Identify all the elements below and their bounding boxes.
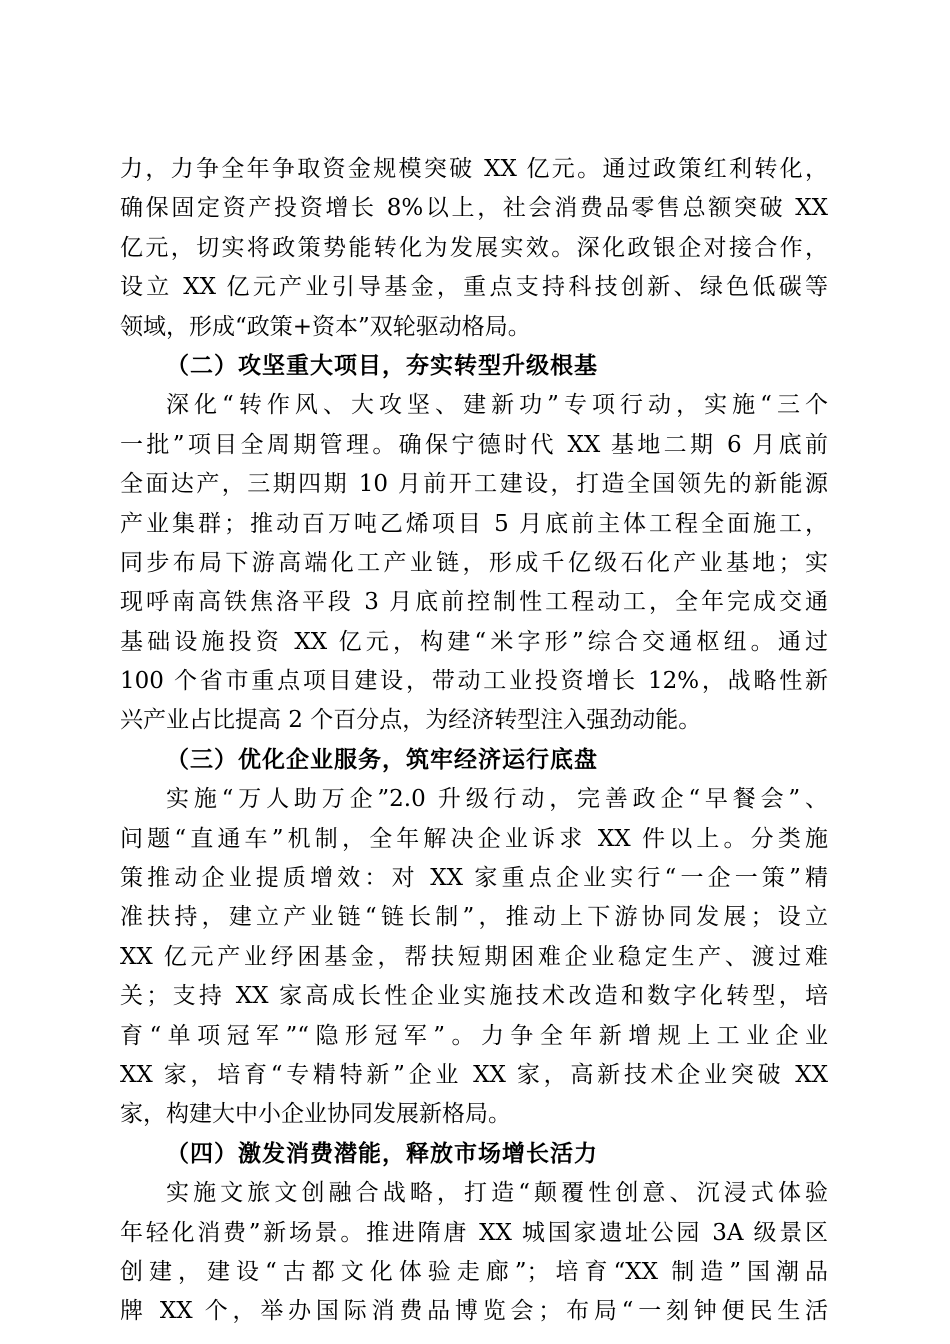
paragraph-enterprise-services <box>120 780 828 1135</box>
text-line: 现呼南高铁焦洛平段 3 月底前控制性工程动工，全年完成交通 <box>120 589 828 616</box>
section-heading-4: （四）激发消费潜能，释放市场增长活力 <box>166 1140 598 1167</box>
section-heading-3: （三）优化企业服务，筑牢经济运行底盘 <box>166 746 598 773</box>
text-line: 育“单项冠军”“隐形冠军”。力争全年新增规上工业企业 <box>120 1022 828 1049</box>
text-line: 全面达产，三期四期 10 月前开工建设，打造全国领先的新能源 <box>120 471 828 498</box>
text-line: 问题“直通车”机制，全年解决企业诉求 XX 件以上。分类施 <box>120 825 828 852</box>
text-line: 确保固定资产投资增长 8%以上，社会消费品零售总额突破 XX <box>120 195 828 222</box>
section-heading-2: （二）攻坚重大项目，夯实转型升级根基 <box>166 352 598 379</box>
text-line: XX 亿元产业纾困基金，帮扶短期困难企业稳定生产、渡过难 <box>120 943 828 970</box>
text-line: 产业集群；推动百万吨乙烯项目 5 月底前主体工程全面施工， <box>120 510 828 537</box>
text-line: 准扶持，建立产业链“链长制”，推动上下游协同发展；设立 <box>120 904 828 931</box>
text-line: 策推动企业提质增效：对 XX 家重点企业实行“一企一策”精 <box>120 865 828 892</box>
text-line: 设立 XX 亿元产业引导基金，重点支持科技创新、绿色低碳等 <box>120 274 828 301</box>
text-line: 基础设施投资 XX 亿元，构建“米字形”综合交通枢纽。通过 <box>120 628 828 655</box>
text-line: 领域，形成“政策+资本”双轮驱动格局。 <box>120 313 531 340</box>
text-line: 兴产业占比提高 2 个百分点，为经济转型注入强劲动能。 <box>120 707 702 734</box>
text-line: 同步布局下游高端化工产业链，形成千亿级石化产业基地；实 <box>120 549 828 576</box>
text-line: 实施“万人助万企”2.0 升级行动，完善政企“早餐会”、 <box>166 786 828 813</box>
text-line: 亿元，切实将政策势能转化为发展实效。深化政银企对接合作， <box>120 234 828 261</box>
text-line: 深化“转作风、大攻坚、建新功”专项行动，实施“三个 <box>166 392 828 419</box>
text-line: 创建，建设“古都文化体验走廊”；培育“XX 制造”国潮品 <box>120 1258 828 1285</box>
document-page <box>120 150 828 1332</box>
text-line: 一批”项目全周期管理。确保宁德时代 XX 基地二期 6 月底前 <box>120 431 828 458</box>
text-line: 年轻化消费”新场景。推进隋唐 XX 城国家遗址公园 3A 级景区 <box>120 1219 828 1246</box>
paragraph-consumption <box>120 1174 828 1332</box>
text-line: 家，构建大中小企业协同发展新格局。 <box>120 1101 511 1128</box>
paragraph-policy-capital <box>120 150 828 347</box>
text-line: 100 个省市重点项目建设，带动工业投资增长 12%，战略性新 <box>120 668 828 695</box>
text-line: XX 家，培育“专精特新”企业 XX 家，高新技术企业突破 XX <box>120 1061 828 1088</box>
paragraph-major-projects <box>120 386 828 741</box>
text-line: 关；支持 XX 家高成长性企业实施技术改造和数字化转型，培 <box>120 983 828 1010</box>
text-line: 牌 XX 个，举办国际消费品博览会；布局“一刻钟便民生活 <box>120 1298 828 1325</box>
text-line: 实施文旅文创融合战略，打造“颠覆性创意、沉浸式体验 <box>166 1180 828 1207</box>
text-line: 力，力争全年争取资金规模突破 XX 亿元。通过政策红利转化， <box>120 156 828 182</box>
